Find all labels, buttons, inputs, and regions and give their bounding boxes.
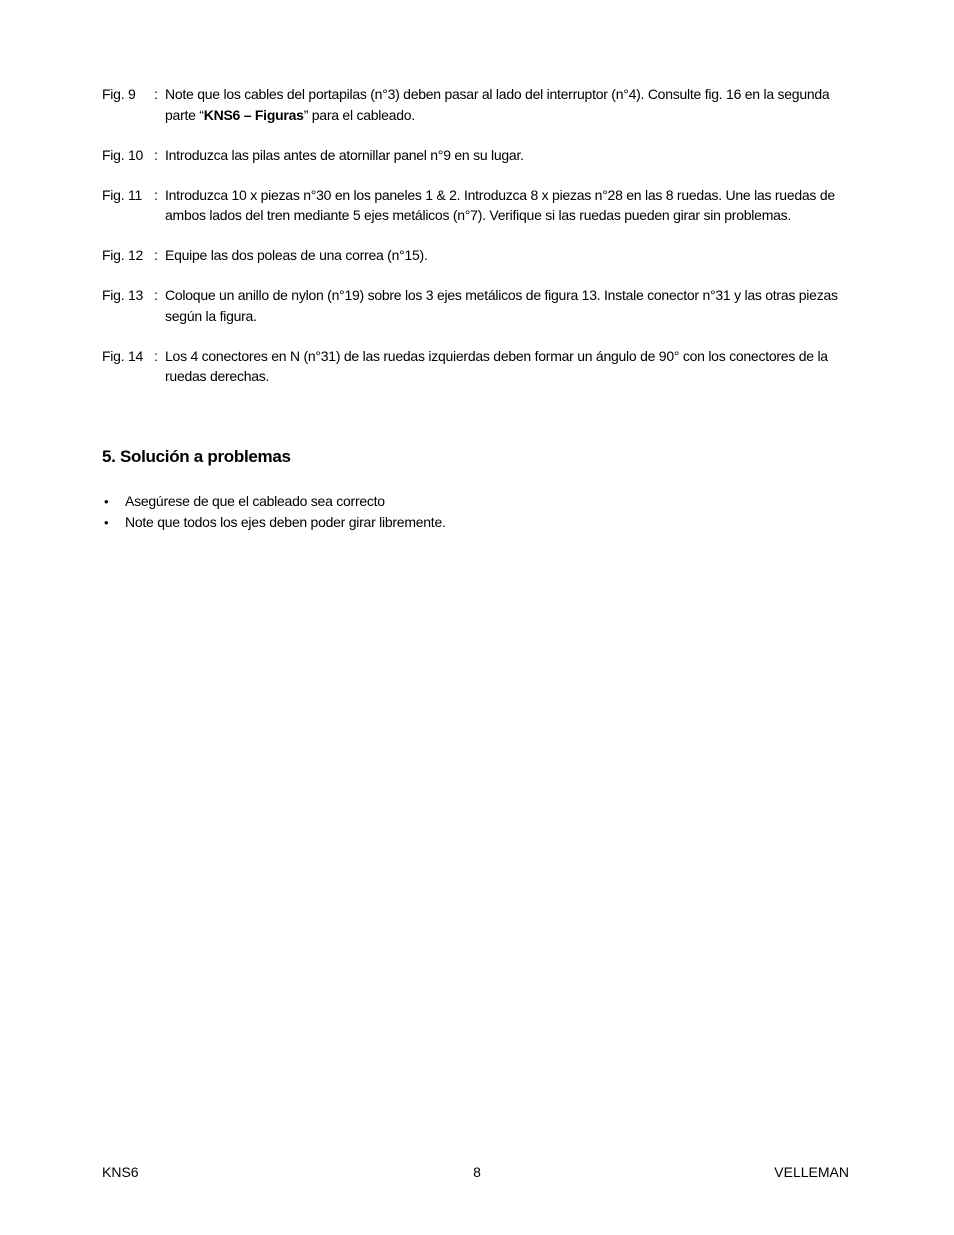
- footer-model: KNS6: [102, 1164, 139, 1180]
- figure-colon: :: [154, 347, 158, 364]
- list-item-text: Asegúrese de que el cableado sea correcto: [125, 493, 385, 509]
- figure-item-10: [102, 145, 854, 166]
- figure-text: Introduzca 10 x piezas n°30 en los paneles 1 & 2. Introduzca 8 x piezas n°28 en las 8 ruedas. Une las ruedas de ambos lados del tren mediante 5 ejes metálicos (n°7). Verifique si las ruedas pueden girar sin problemas.: [165, 186, 835, 223]
- footer-brand: VELLEMAN: [774, 1164, 849, 1180]
- list-item: [102, 491, 446, 512]
- troubleshooting-list: [102, 491, 446, 533]
- figure-item-14: [102, 346, 854, 387]
- footer-page-number: 8: [473, 1164, 481, 1180]
- figure-text-bold: KNS6 – Figuras: [203, 106, 304, 123]
- figure-item-12: [102, 245, 854, 266]
- figure-colon: :: [154, 287, 158, 303]
- figure-label: Fig. 9: [102, 86, 136, 102]
- figure-item-13: [102, 285, 854, 326]
- figure-colon: :: [154, 247, 158, 263]
- figure-text: Introduzca las pilas antes de atornillar panel n°9 en su lugar.: [165, 146, 524, 163]
- figure-label: Fig. 14: [102, 347, 144, 364]
- figure-colon: :: [154, 186, 158, 203]
- figure-colon: :: [154, 146, 158, 163]
- list-item: [102, 512, 446, 533]
- figure-text: Coloque un anillo de nylon (n°19) sobre los 3 ejes metálicos de figura 13. Instale conector n°31 y las otras piezas según la figura.: [165, 287, 838, 324]
- bullet-icon: •: [104, 494, 109, 509]
- figure-item-9: [102, 84, 854, 125]
- figure-text: [165, 84, 854, 125]
- figure-text-part: ” para el cableado.: [303, 106, 415, 123]
- bullet-icon: •: [104, 515, 109, 530]
- list-item-text: Note que todos los ejes deben poder girar libremente.: [125, 514, 446, 530]
- figure-text: Los 4 conectores en N (n°31) de las ruedas izquierdas deben formar un ángulo de 90° con los conectores de la ruedas derechas.: [165, 347, 828, 384]
- figure-label: Fig. 10: [102, 146, 144, 163]
- figure-text: Equipe las dos poleas de una correa (n°15).: [165, 247, 428, 263]
- figure-label: Fig. 13: [102, 287, 144, 303]
- section-heading: 5. Solución a problemas: [102, 447, 291, 466]
- figure-item-11: [102, 185, 854, 226]
- figure-instructions: [102, 84, 854, 406]
- figure-colon: :: [154, 86, 158, 102]
- figure-label: Fig. 12: [102, 247, 144, 263]
- figure-text-part: Note que los cables del portapilas (n°3) deben pasar al lado del interruptor (n°4). Consulte fig. 16 en la segunda parte “: [165, 86, 830, 123]
- figure-label: Fig. 11: [102, 186, 143, 203]
